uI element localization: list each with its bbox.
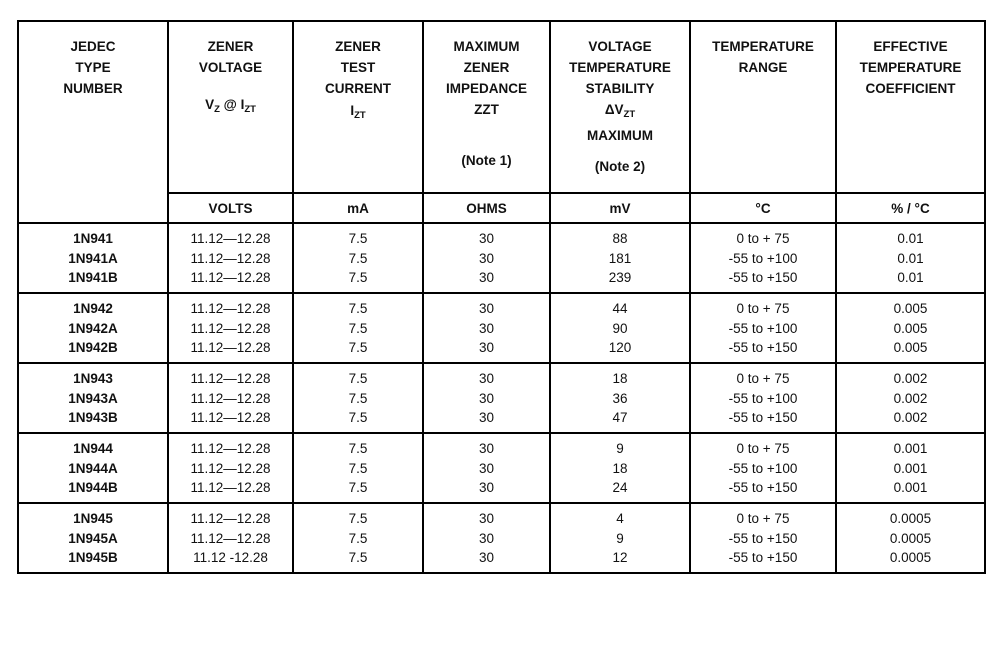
- cell-stability: 90: [550, 317, 690, 339]
- cell-impedance: 30: [423, 223, 550, 247]
- header-line: TEMPERATURE: [859, 60, 962, 75]
- cell-coefficient: 0.005: [836, 339, 985, 363]
- table-row: [18, 293, 985, 317]
- cell-zener-voltage: 11.12—12.28: [168, 223, 293, 247]
- cell-temp-range: 0 to + 75: [690, 293, 836, 317]
- cell-type-number: 1N941B: [18, 269, 168, 293]
- header-line: VOLTAGE: [588, 39, 652, 54]
- cell-impedance: 30: [423, 247, 550, 269]
- cell-stability: 12: [550, 549, 690, 573]
- table-row: [18, 433, 985, 457]
- cell-coefficient: 0.001: [836, 433, 985, 457]
- unit-percent-per-celsius: % / °C: [836, 193, 985, 223]
- cell-zener-voltage: 11.12—12.28: [168, 247, 293, 269]
- table-row: [18, 269, 985, 293]
- cell-impedance: 30: [423, 527, 550, 549]
- note-2-ref: (Note 2): [594, 159, 646, 174]
- cell-test-current: 7.5: [293, 293, 423, 317]
- cell-coefficient: 0.01: [836, 223, 985, 247]
- header-line: ZENER: [207, 39, 254, 54]
- table-row: [18, 503, 985, 527]
- cell-impedance: 30: [423, 363, 550, 387]
- col-header-temp-range: [690, 21, 836, 193]
- cell-coefficient: 0.0005: [836, 503, 985, 527]
- cell-temp-range: -55 to +100: [690, 247, 836, 269]
- unit-volts: VOLTS: [168, 193, 293, 223]
- zener-voltage-formula: $V_Z$ @ $I_{ZT}$: [205, 97, 256, 115]
- cell-zener-voltage: 11.12—12.28: [168, 479, 293, 503]
- cell-type-number: 1N945: [18, 503, 168, 527]
- header-line: RANGE: [738, 60, 788, 75]
- cell-type-number: 1N945B: [18, 549, 168, 573]
- cell-temp-range: -55 to +150: [690, 479, 836, 503]
- cell-temp-range: 0 to + 75: [690, 433, 836, 457]
- cell-test-current: 7.5: [293, 363, 423, 387]
- test-current-formula: $I_{ZT}$: [350, 103, 366, 121]
- cell-test-current: 7.5: [293, 269, 423, 293]
- header-line: ZENER: [335, 39, 381, 54]
- cell-type-number: 1N943A: [18, 387, 168, 409]
- unit-celsius: °C: [690, 193, 836, 223]
- cell-impedance: 30: [423, 457, 550, 479]
- header-row: [18, 21, 985, 193]
- cell-type-number: 1N943: [18, 363, 168, 387]
- cell-stability: 239: [550, 269, 690, 293]
- cell-zener-voltage: 11.12—12.28: [168, 269, 293, 293]
- cell-zener-voltage: 11.12—12.28: [168, 317, 293, 339]
- cell-temp-range: -55 to +150: [690, 269, 836, 293]
- cell-impedance: 30: [423, 479, 550, 503]
- header-line: STABILITY: [585, 81, 655, 96]
- cell-type-number: 1N943B: [18, 409, 168, 433]
- cell-coefficient: 0.01: [836, 247, 985, 269]
- header-line: IMPEDANCE: [445, 81, 527, 96]
- table-row: [18, 457, 985, 479]
- header-line: EFFECTIVE: [873, 39, 948, 54]
- cell-temp-range: -55 to +150: [690, 549, 836, 573]
- cell-zener-voltage: 11.12—12.28: [168, 409, 293, 433]
- cell-temp-range: -55 to +150: [690, 339, 836, 363]
- col-header-zener-voltage: [168, 21, 293, 193]
- cell-impedance: 30: [423, 503, 550, 527]
- cell-impedance: 30: [423, 387, 550, 409]
- cell-type-number: 1N942B: [18, 339, 168, 363]
- header-line: ZZT: [474, 102, 499, 117]
- cell-test-current: 7.5: [293, 247, 423, 269]
- cell-test-current: 7.5: [293, 433, 423, 457]
- col-header-jedec-type-number: [18, 21, 168, 223]
- header-line: JEDEC: [70, 39, 116, 54]
- header-line: MAXIMUM: [587, 128, 653, 143]
- cell-coefficient: 0.002: [836, 387, 985, 409]
- cell-zener-voltage: 11.12—12.28: [168, 503, 293, 527]
- cell-temp-range: 0 to + 75: [690, 363, 836, 387]
- cell-coefficient: 0.005: [836, 293, 985, 317]
- unit-mv: mV: [550, 193, 690, 223]
- cell-coefficient: 0.0005: [836, 527, 985, 549]
- cell-coefficient: 0.01: [836, 269, 985, 293]
- header-line: MAXIMUM: [453, 39, 520, 54]
- cell-type-number: 1N941: [18, 223, 168, 247]
- cell-test-current: 7.5: [293, 387, 423, 409]
- header-line: COEFFICIENT: [865, 81, 956, 96]
- header-line: VOLTAGE: [198, 60, 263, 75]
- cell-stability: 47: [550, 409, 690, 433]
- table-row: [18, 317, 985, 339]
- table-row: [18, 339, 985, 363]
- cell-impedance: 30: [423, 293, 550, 317]
- cell-impedance: 30: [423, 339, 550, 363]
- col-header-test-current: [293, 21, 423, 193]
- cell-test-current: 7.5: [293, 223, 423, 247]
- cell-test-current: 7.5: [293, 479, 423, 503]
- cell-stability: 88: [550, 223, 690, 247]
- table-row: [18, 549, 985, 573]
- cell-temp-range: 0 to + 75: [690, 503, 836, 527]
- cell-type-number: 1N945A: [18, 527, 168, 549]
- unit-ma: mA: [293, 193, 423, 223]
- cell-impedance: 30: [423, 269, 550, 293]
- zener-spec-table: [17, 20, 986, 574]
- cell-type-number: 1N944B: [18, 479, 168, 503]
- header-line: NUMBER: [63, 81, 123, 96]
- table-row: [18, 527, 985, 549]
- cell-coefficient: 0.002: [836, 363, 985, 387]
- table-row: [18, 479, 985, 503]
- cell-zener-voltage: 11.12—12.28: [168, 293, 293, 317]
- cell-stability: 9: [550, 433, 690, 457]
- cell-type-number: 1N942A: [18, 317, 168, 339]
- cell-coefficient: 0.001: [836, 457, 985, 479]
- cell-zener-voltage: 11.12—12.28: [168, 457, 293, 479]
- cell-coefficient: 0.005: [836, 317, 985, 339]
- cell-type-number: 1N944A: [18, 457, 168, 479]
- cell-test-current: 7.5: [293, 317, 423, 339]
- cell-test-current: 7.5: [293, 527, 423, 549]
- cell-stability: 18: [550, 457, 690, 479]
- header-line: TEMPERATURE: [569, 60, 671, 75]
- cell-type-number: 1N942: [18, 293, 168, 317]
- cell-stability: 44: [550, 293, 690, 317]
- cell-temp-range: -55 to +100: [690, 387, 836, 409]
- table-row: [18, 223, 985, 247]
- unit-ohms: OHMS: [423, 193, 550, 223]
- cell-impedance: 30: [423, 433, 550, 457]
- header-line: TYPE: [75, 60, 111, 75]
- table-row: [18, 387, 985, 409]
- cell-test-current: 7.5: [293, 549, 423, 573]
- table-body: [18, 223, 985, 573]
- header-line: TEMPERATURE: [712, 39, 814, 54]
- cell-zener-voltage: 11.12 -12.28: [168, 549, 293, 573]
- col-header-coefficient: [836, 21, 985, 193]
- cell-coefficient: 0.0005: [836, 549, 985, 573]
- cell-stability: 9: [550, 527, 690, 549]
- cell-impedance: 30: [423, 317, 550, 339]
- cell-stability: 4: [550, 503, 690, 527]
- col-header-stability: [550, 21, 690, 193]
- cell-stability: 120: [550, 339, 690, 363]
- cell-type-number: 1N944: [18, 433, 168, 457]
- cell-temp-range: -55 to +100: [690, 457, 836, 479]
- cell-temp-range: 0 to + 75: [690, 223, 836, 247]
- stability-formula: $\Delta V_{ZT}$: [604, 102, 636, 120]
- cell-zener-voltage: 11.12—12.28: [168, 433, 293, 457]
- cell-temp-range: -55 to +150: [690, 527, 836, 549]
- col-header-impedance: [423, 21, 550, 193]
- cell-type-number: 1N941A: [18, 247, 168, 269]
- note-1-ref: (Note 1): [461, 153, 512, 168]
- cell-test-current: 7.5: [293, 409, 423, 433]
- cell-zener-voltage: 11.12—12.28: [168, 363, 293, 387]
- cell-zener-voltage: 11.12—12.28: [168, 339, 293, 363]
- cell-coefficient: 0.002: [836, 409, 985, 433]
- cell-temp-range: -55 to +100: [690, 317, 836, 339]
- cell-zener-voltage: 11.12—12.28: [168, 387, 293, 409]
- table-row: [18, 409, 985, 433]
- header-line: TEST: [340, 60, 376, 75]
- cell-stability: 18: [550, 363, 690, 387]
- cell-impedance: 30: [423, 549, 550, 573]
- cell-coefficient: 0.001: [836, 479, 985, 503]
- cell-test-current: 7.5: [293, 339, 423, 363]
- header-line: ZENER: [463, 60, 510, 75]
- cell-impedance: 30: [423, 409, 550, 433]
- cell-test-current: 7.5: [293, 457, 423, 479]
- cell-stability: 36: [550, 387, 690, 409]
- cell-zener-voltage: 11.12—12.28: [168, 527, 293, 549]
- cell-test-current: 7.5: [293, 503, 423, 527]
- header-line: CURRENT: [325, 81, 391, 96]
- cell-temp-range: -55 to +150: [690, 409, 836, 433]
- table-row: [18, 247, 985, 269]
- cell-stability: 24: [550, 479, 690, 503]
- table-row: [18, 363, 985, 387]
- cell-stability: 181: [550, 247, 690, 269]
- table-header: [18, 21, 985, 223]
